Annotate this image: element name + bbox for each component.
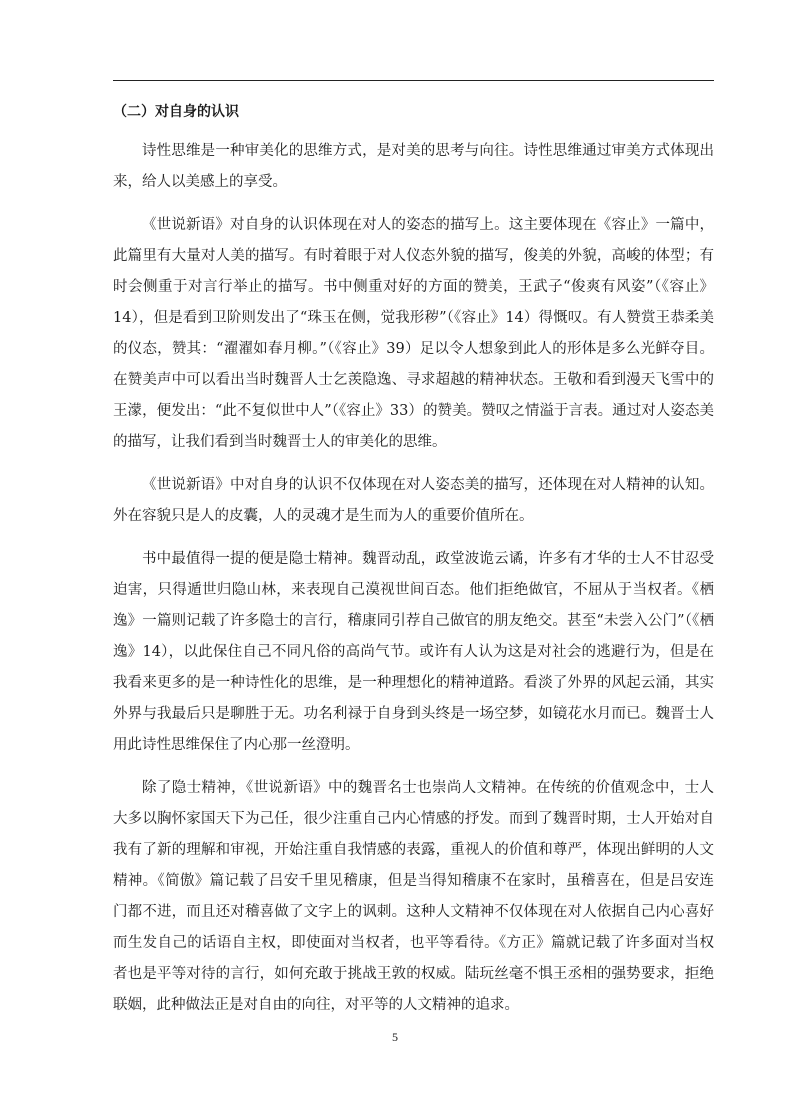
paragraph-2: 《世说新语》对自身的认识体现在对人的姿态的描写上。这主要体现在《容止》一篇中，此篇里有大量对人美的描写。有时着眼于对人仪态外貌的描写，俊美的外貌，高峻的体型；有时会侧重于对言行举止的描写。书中侧重对好的方面的赞美，王武子“俊爽有风姿”（《容止》14），但是看到卫阶则发出了“珠玉在侧，觉我形秽”（《容止》14）得慨叹。有人赞赏王恭柔美的仪态，赞其：“濯濯如春月柳。”（《容止》39）足以令人想象到此人的形体是多么光鲜夺目。在赞美声中可以看出当时魏晋人士乞羡隐逸、寻求超越的精神状态。王敬和看到漫天飞雪中的王濛，便发出：“此不复似世中人”（《容止》33）的赞美。赞叹之情溢于言表。通过对人姿态美的描写，让我们看到当时魏晋士人的审美化的思维。 bbox=[113, 217, 714, 450]
paragraph-3: 《世说新语》中对自身的认识不仅体现在对人姿态美的描写，还体现在对人精神的认知。外在容貌只是人的皮囊，人的灵魂才是生而为人的重要价值所在。 bbox=[113, 477, 714, 524]
document-body bbox=[113, 98, 714, 1033]
paragraph-5: 除了隐士精神，《世说新语》中的魏晋名士也崇尚人文精神。在传统的价值观念中，士人大多以胸怀家国天下为己任，很少注重自己内心情感的抒发。而到了魏晋时期，士人开始对自我有了新的理解和审视，开始注重自我情感的表露，重视人的价值和尊严，体现出鲜明的人文精神。《简傲》篇记载了吕安千里见稽康，但是当得知稽康不在家时，虽稽喜在，但是吕安连门都不进，而且还对稽喜做了文字上的讽刺。这种人文精神不仅体现在对人依据自己内心喜好而生发自己的话语自主权，即使面对当权者，也平等看待。《方正》篇就记载了许多面对当权者也是平等对待的言行，如何充敢于挑战王敦的权威。陆玩丝毫不惧王丞相的强势要求，拒绝联姻，此种做法正是对自由的向往，对平等的人文精神的追求。 bbox=[113, 780, 714, 1013]
page-number: 5 bbox=[392, 1030, 398, 1044]
header-rule bbox=[113, 80, 714, 81]
section-heading: （二）对自身的认识 bbox=[113, 104, 239, 120]
paragraph-1: 诗性思维是一种审美化的思维方式，是对美的思考与向往。诗性思维通过审美方式体现出来，给人以美感上的享受。 bbox=[113, 143, 714, 190]
paragraph-4: 书中最值得一提的便是隐士精神。魏晋动乱，政堂波诡云谲，许多有才华的士人不甘忍受迫害，只得遁世归隐山林，来表现自己漠视世间百态。他们拒绝做官，不屈从于当权者。《栖逸》一篇则记载了许多隐士的言行，稽康同引荐自己做官的朋友绝交。甚至“未尝入公门”（《栖逸》14），以此保住自己不同凡俗的高尚气节。或许有人认为这是对社会的逃避行为，但是在我看来更多的是一种诗性化的思维，是一种理想化的精神道路。看淡了外界的风起云涌，其实外界与我最后只是聊胜于无。功名利禄于自身到头终是一场空梦，如镜花水月而已。魏晋士人用此诗性思维保住了内心那一丝澄明。 bbox=[113, 551, 714, 753]
